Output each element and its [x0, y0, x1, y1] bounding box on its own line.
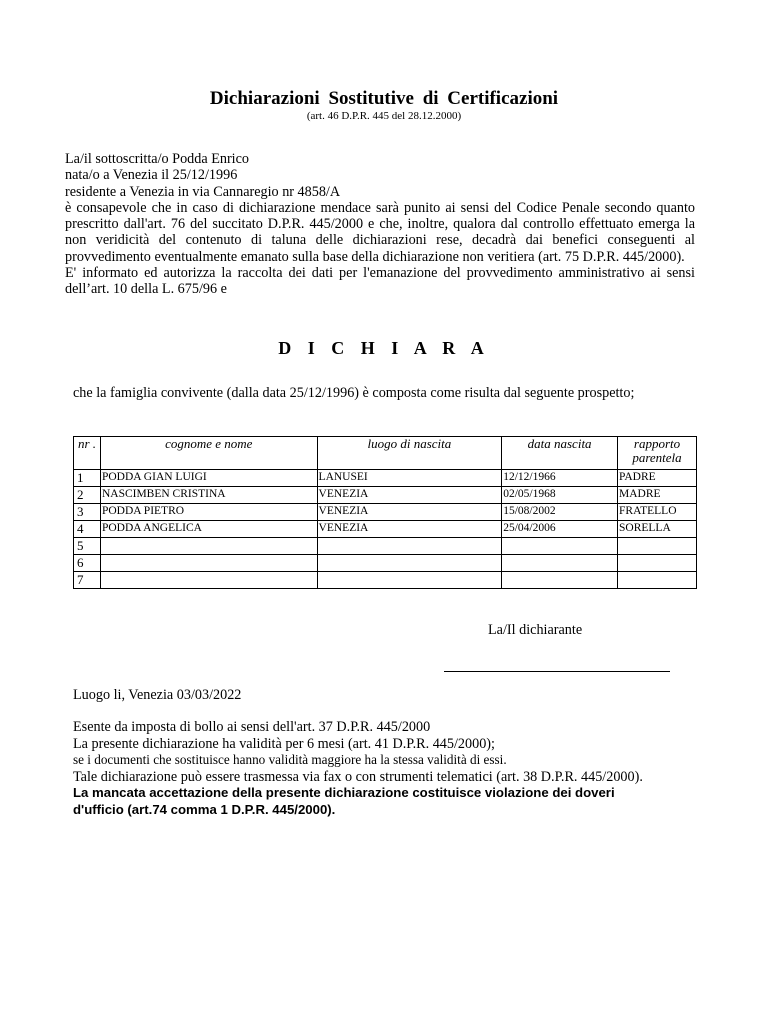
document-subtitle: (art. 46 D.P.R. 445 del 28.12.2000)	[306, 110, 462, 122]
validity-note: La presente dichiarazione ha validità per 6 mesi (art. 41 D.P.R. 445/2000);	[73, 735, 495, 752]
transmission-note: Tale dichiarazione può essere trasmessa via fax o con strumenti telematici (art. 38 D.P.R. 445/2000).	[73, 768, 643, 785]
declarant-name-line: La/il sottoscritta/o Podda Enrico	[65, 151, 250, 167]
document-title: Dichiarazioni Sostitutive di Certificazioni	[209, 88, 559, 109]
declaration-text: che la famiglia convivente (dalla data 25/12/1996) è composta come risulta dal seguente prospetto;	[73, 385, 635, 401]
table-row	[74, 572, 697, 589]
row-relation	[618, 538, 697, 555]
acceptance-warning: La mancata accettazione della presente dichiarazione costituisce violazione dei doveri d'ufficio (art.74 comma 1 D.P.R. 445/2000).	[73, 785, 615, 817]
table-header-row	[74, 437, 697, 470]
row-birthdate: 15/08/2002	[502, 504, 618, 521]
header-nr: nr .	[74, 437, 101, 470]
row-number: 3	[74, 504, 101, 521]
row-birthplace: VENEZIA	[317, 487, 502, 504]
row-birthdate: 25/04/2006	[502, 521, 618, 538]
row-relation: SORELLA	[618, 521, 697, 538]
header-relation: rapporto parentela	[618, 437, 697, 470]
row-birthplace: VENEZIA	[317, 504, 502, 521]
row-name: NASCIMBEN CRISTINA	[100, 487, 317, 504]
row-number: 6	[74, 555, 101, 572]
row-birthplace	[317, 555, 502, 572]
row-relation	[618, 555, 697, 572]
declarant-residence-line: residente a Venezia in via Cannaregio nr 4858/A	[65, 183, 341, 200]
declarant-birth-line: nata/o a Venezia il 25/12/1996	[65, 167, 238, 184]
legal-footer	[73, 719, 663, 819]
row-number: 4	[74, 521, 101, 538]
row-name: PODDA GIAN LUIGI	[100, 470, 317, 487]
table-row	[74, 470, 697, 487]
declarant-intro	[65, 151, 695, 298]
row-name	[100, 538, 317, 555]
row-number: 7	[74, 572, 101, 589]
row-name	[100, 555, 317, 572]
place-date: Luogo li, Venezia 03/03/2022	[73, 687, 242, 703]
stamp-exemption-note: Esente da imposta di bollo ai sensi dell'art. 37 D.P.R. 445/2000	[73, 719, 431, 735]
row-number: 1	[74, 470, 101, 487]
awareness-paragraph: è consapevole che in caso di dichiarazione mendace sarà punito ai sensi del Codice Penale secondo quanto prescritto dall'art. 76 del succitato D.P.R. 445/2000 e che, inoltre, qualora dal controllo effettuato emerga la non veridicità del contenuto di taluna delle dichiarazioni rese, decadrà dai benefici conseguenti al provvedimento eventualmente emanato sulla base della dichiarazione non veritiera (art. 75 D.P.R. 445/2000).	[65, 199, 695, 265]
table-row	[74, 521, 697, 538]
header-birthplace: luogo di nascita	[317, 437, 502, 470]
row-relation: FRATELLO	[618, 504, 697, 521]
row-birthdate: 12/12/1966	[502, 470, 618, 487]
table-row	[74, 504, 697, 521]
row-name: PODDA ANGELICA	[100, 521, 317, 538]
row-name: PODDA PIETRO	[100, 504, 317, 521]
row-birthdate: 02/05/1968	[502, 487, 618, 504]
row-name	[100, 572, 317, 589]
row-birthdate	[502, 555, 618, 572]
row-relation: MADRE	[618, 487, 697, 504]
authorization-paragraph: E' informato ed autorizza la raccolta dei dati per l'emanazione del provvedimento amministrativo ai sensi dell’art. 10 della L. 675/96 e	[65, 265, 695, 298]
row-birthplace	[317, 538, 502, 555]
row-birthplace	[317, 572, 502, 589]
validity-extension-note: se i documenti che sostituisce hanno validità maggiore ha la stessa validità di essi.	[73, 752, 507, 768]
table-row	[74, 487, 697, 504]
row-birthplace: LANUSEI	[317, 470, 502, 487]
header-name: cognome e nome	[100, 437, 317, 470]
row-birthplace: VENEZIA	[317, 521, 502, 538]
signature-label: La/Il dichiarante	[488, 622, 583, 638]
header-birthdate: data nascita	[502, 437, 618, 470]
dichiara-heading: D I C H I A R A	[278, 338, 490, 358]
row-number: 5	[74, 538, 101, 555]
row-birthdate	[502, 572, 618, 589]
row-birthdate	[502, 538, 618, 555]
row-number: 2	[74, 487, 101, 504]
family-table	[73, 436, 697, 589]
row-relation: PADRE	[618, 470, 697, 487]
table-row	[74, 538, 697, 555]
signature-line	[444, 671, 670, 672]
table-row	[74, 555, 697, 572]
row-relation	[618, 572, 697, 589]
